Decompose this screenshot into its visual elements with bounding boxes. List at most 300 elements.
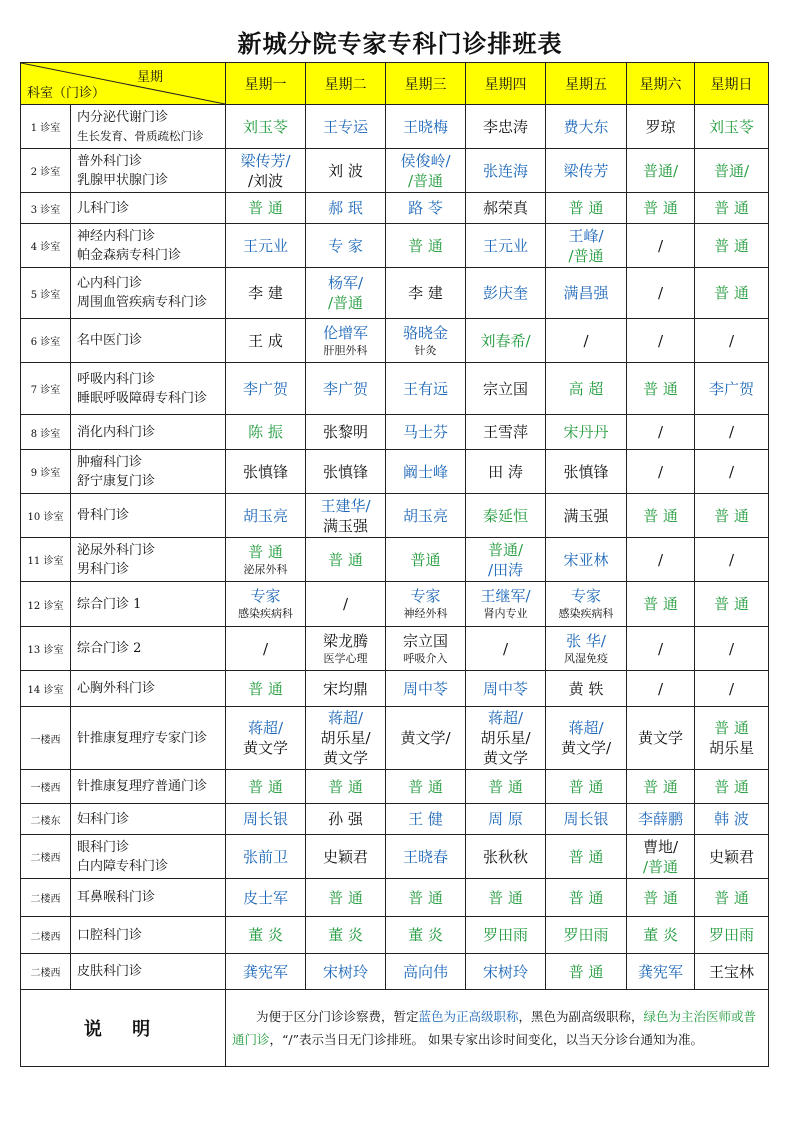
schedule-cell [386,804,466,835]
doctor-name: 普 通 [408,777,443,796]
doctor-name: / [583,331,589,350]
doctor-name: 普 通 [714,506,749,525]
doctor-name: 普 通 [643,777,678,796]
doctor-name: 周中苓 [402,679,448,698]
doctor-name: 宋树玲 [322,962,368,981]
specialty-note: 肝胆外科 [323,343,368,357]
dept-cell [71,627,226,671]
doctor-name: 李薛鹏 [637,810,683,828]
doctor-name: 普 通 [714,777,749,796]
schedule-cell [226,363,306,415]
doctor-name: 普 通 [568,888,604,907]
schedule-cell [627,917,695,954]
schedule-cell [466,917,546,954]
schedule-cell [306,582,386,627]
schedule-cell [306,707,386,770]
schedule-cell [226,193,306,224]
dept-cell [71,105,226,149]
doctor-name: 杨军/ [327,274,364,292]
schedule-cell [386,193,466,224]
doctor-name: 周中苓 [482,679,528,698]
schedule-cell [466,319,546,363]
room-cell: 二楼西 [21,954,71,990]
doctor-name: 普 通 [568,962,604,981]
doctor-name: 周长银 [563,810,609,828]
schedule-cell [226,879,306,917]
schedule-cell [306,415,386,450]
doctor-name: 史颖君 [322,847,368,866]
room-cell: 二楼东 [21,804,71,835]
dept-name: 男科门诊 [77,561,130,577]
doctor-name: 李广贺 [708,379,754,398]
dept-cell [71,804,226,835]
doctor-name: 梁龙腾 [322,631,368,650]
schedule-cell [386,627,466,671]
day-header: 星期六 [627,63,695,105]
schedule-cell [306,363,386,415]
room-cell: 13 诊室 [21,627,71,671]
doctor-name: 普 通 [714,595,749,613]
schedule-cell [466,770,546,804]
doctor-name: 王 成 [248,331,283,350]
schedule-cell [386,707,466,770]
doctor-name: 罗田雨 [563,926,609,944]
room-cell: 4 诊室 [21,224,71,268]
dept-cell [71,770,226,804]
dept-name: 针推康复理疗专家门诊 [77,730,208,746]
doctor-name: 普通/ [642,161,679,180]
schedule-cell [546,707,627,770]
doctor-name: 王元业 [482,236,528,255]
doctor-name: 董 炎 [328,926,363,944]
schedule-cell [627,105,695,149]
doctor-name: 普 通 [714,284,749,302]
schedule-cell [386,415,466,450]
header-row [21,63,769,105]
dept-name: 周围血管疾病专科门诊 [77,295,208,310]
schedule-cell [466,224,546,268]
room-cell: 二楼西 [21,879,71,917]
schedule-cell [627,804,695,835]
doctor-name: 路 苓 [408,199,443,217]
doctor-name: 宋亚林 [563,550,609,569]
dept-name: 心胸外科门诊 [77,681,156,696]
doctor-name: 普 通 [568,847,604,866]
doctor-name: / [657,331,664,350]
schedule-cell [226,582,306,627]
doctor-name: 李 建 [248,284,283,302]
doctor-name: 普 通 [714,199,749,217]
doctor-name: 刘 波 [328,161,363,180]
dept-cell [71,835,226,879]
room-cell: 3 诊室 [21,193,71,224]
doctor-name: 普 通 [643,199,678,217]
doctor-name: 普 通 [408,888,443,907]
table-row [21,770,769,804]
schedule-cell [306,835,386,879]
schedule-cell [466,879,546,917]
doctor-name: 王宝林 [708,962,754,981]
schedule-cell [386,879,466,917]
doctor-name: 胡玉亮 [242,506,288,525]
schedule-cell [695,494,769,538]
dept-name: 舒宁康复门诊 [77,473,156,489]
dept-name: 皮肤科门诊 [77,964,143,979]
doctor-name: /普通 [407,171,444,190]
specialty-note: 神经外科 [403,607,448,620]
doctor-name: 张黎明 [322,423,368,441]
schedule-cell [386,671,466,707]
table-row [21,954,769,990]
schedule-cell [627,879,695,917]
table-row [21,319,769,363]
table-row [21,879,769,917]
schedule-cell [695,105,769,149]
schedule-cell [695,224,769,268]
dept-name: 消化内科门诊 [77,424,156,440]
day-header: 星期四 [466,63,546,105]
corner-dept-label: 科室（门诊） [27,86,106,101]
doctor-name: / [502,639,509,658]
doctor-name: 曹地/ [642,837,679,856]
doctor-name: / [657,639,664,658]
doctor-name: 史颖君 [708,847,754,866]
doctor-name: 郝荣真 [482,199,528,217]
doctor-name: 普 通 [643,888,678,907]
doctor-name: / [728,550,735,569]
doctor-name: 王继军/ [480,587,531,605]
doctor-name: 宗立国 [482,379,528,398]
doctor-name: 王 健 [408,810,443,828]
dept-name: 名中医门诊 [77,333,143,348]
doctor-name: 胡玉亮 [402,506,448,525]
dept-name: 综合门诊 2 [77,641,142,656]
doctor-name: 郝 珉 [328,199,363,217]
doctor-name: 周 原 [488,810,523,828]
schedule-cell [226,450,306,494]
note-segment: 绿色为主治医师或普通门诊 [232,1009,757,1047]
room-cell: 一楼西 [21,770,71,804]
schedule-cell [466,494,546,538]
dept-name: 泌尿外科门诊 [77,542,156,558]
schedule-cell [466,954,546,990]
specialty-note: 泌尿外科 [243,562,288,576]
doctor-name: 普 通 [643,595,678,613]
doctor-name: 黄文学 [242,739,288,757]
doctor-name: 蒋超/ [247,719,284,737]
doctor-name: 董 炎 [248,926,283,944]
schedule-cell [226,105,306,149]
schedule-cell [546,954,627,990]
schedule-cell [546,450,627,494]
doctor-name: 张慎锋 [322,462,368,481]
doctor-name: 董 炎 [643,926,678,944]
schedule-cell [695,415,769,450]
schedule-cell [386,149,466,193]
schedule-cell [386,224,466,268]
dept-cell [71,671,226,707]
schedule-cell [627,954,695,990]
day-header: 星期三 [386,63,466,105]
schedule-cell [546,879,627,917]
doctor-name: 秦延恒 [482,506,528,525]
dept-name: 骨科门诊 [77,508,130,523]
dept-name: 白内障专科门诊 [77,858,169,874]
doctor-name: 黄 轶 [568,679,604,698]
note-label-cell [21,990,226,1067]
schedule-cell [627,582,695,627]
doctor-name: 黄文学 [637,729,683,747]
room-cell: 10 诊室 [21,494,71,538]
schedule-cell [306,954,386,990]
day-header: 星期五 [546,63,627,105]
room-cell: 7 诊室 [21,363,71,415]
doctor-name: / [657,462,664,481]
doctor-name: /田涛 [487,560,524,579]
dept-cell [71,494,226,538]
schedule-cell [386,319,466,363]
schedule-cell [466,627,546,671]
schedule-cell [695,671,769,707]
schedule-table [20,62,769,1067]
doctor-name: 普 通 [488,777,523,796]
table-row [21,450,769,494]
schedule-cell [627,538,695,582]
doctor-name: 普 通 [248,679,283,698]
doctor-name: 普 通 [643,379,678,398]
schedule-cell [226,268,306,319]
dept-name: 心内科门诊 [77,276,143,291]
note-row [21,990,769,1067]
schedule-cell [306,319,386,363]
room-cell: 14 诊室 [21,671,71,707]
schedule-cell [627,835,695,879]
day-header: 星期日 [695,63,769,105]
schedule-cell [695,538,769,582]
schedule-cell [546,538,627,582]
doctor-name: 普 通 [714,236,749,255]
doctor-name: 蒋超/ [327,709,364,727]
doctor-name: 普通/ [713,161,750,180]
doctor-name: 高 超 [568,379,604,398]
schedule-cell [546,193,627,224]
schedule-cell [226,954,306,990]
doctor-name: 罗琼 [645,117,676,136]
doctor-name: 董 炎 [408,926,443,944]
doctor-name: 普 通 [328,550,363,569]
schedule-cell [306,627,386,671]
doctor-name: 骆晓金 [402,323,448,342]
room-cell: 1 诊室 [21,105,71,149]
dept-cell [71,149,226,193]
note-label: 说 明 [83,1019,163,1040]
table-row [21,193,769,224]
page-title: 新城分院专家专科门诊排班表 [237,29,563,58]
room-cell: 二楼西 [21,835,71,879]
schedule-cell [546,319,627,363]
doctor-name: 黄文学/ [400,729,451,747]
room-cell: 2 诊室 [21,149,71,193]
dept-name: 综合门诊 1 [77,596,142,612]
schedule-cell [386,105,466,149]
dept-cell [71,538,226,582]
schedule-cell [627,707,695,770]
schedule-cell [546,494,627,538]
specialty-note: 风湿免疫 [564,651,608,665]
schedule-cell [386,582,466,627]
schedule-cell [466,193,546,224]
schedule-cell [306,917,386,954]
doctor-name: 刘春希/ [480,331,531,350]
doctor-name: /普通 [327,294,364,312]
doctor-name: 满玉强 [322,516,368,535]
schedule-cell [386,538,466,582]
schedule-cell [386,770,466,804]
schedule-cell [466,804,546,835]
schedule-cell [695,804,769,835]
doctor-name: 龚宪军 [242,962,288,981]
dept-cell [71,319,226,363]
doctor-name: 高向伟 [402,962,448,981]
table-row [21,494,769,538]
table-row [21,224,769,268]
dept-name: 儿科门诊 [77,200,130,216]
dept-name: 针推康复理疗普通门诊 [77,779,208,794]
dept-cell [71,707,226,770]
dept-cell [71,879,226,917]
doctor-name: 彭庆奎 [482,284,528,302]
doctor-name: 周长银 [242,810,288,828]
schedule-cell [546,627,627,671]
schedule-cell [226,224,306,268]
doctor-name: 皮士军 [242,888,288,907]
schedule-cell [695,954,769,990]
doctor-name: 孙 强 [328,810,363,828]
doctor-name: 罗田雨 [708,926,754,944]
doctor-name: 黄文学/ [560,739,612,757]
schedule-cell [306,538,386,582]
doctor-name: 普通 [410,550,441,569]
schedule-cell [695,450,769,494]
doctor-name: 宗立国 [402,631,448,650]
schedule-cell [226,671,306,707]
dept-name: 内分泌代谢门诊 [77,109,169,125]
doctor-name: 张慎锋 [242,462,288,481]
schedule-cell [226,319,306,363]
doctor-name: 陈 振 [248,423,283,441]
doctor-name: / [342,595,349,613]
table-row [21,105,769,149]
schedule-cell [466,707,546,770]
schedule-cell [695,268,769,319]
table-row [21,149,769,193]
schedule-cell [466,415,546,450]
schedule-cell [546,917,627,954]
schedule-cell [627,770,695,804]
dept-name: 普外科门诊 [77,153,143,169]
specialty-note: 感染疾病科 [558,607,614,620]
doctor-name: 专家 [410,587,441,605]
dept-cell [71,450,226,494]
doctor-name: 田 涛 [488,462,523,481]
doctor-name: / [657,423,664,441]
doctor-name: 普 通 [643,506,678,525]
doctor-name: / [728,462,735,481]
day-header: 星期二 [306,63,386,105]
schedule-cell [546,804,627,835]
doctor-name: 张连海 [482,161,528,180]
doctor-name: 王晓梅 [402,117,448,136]
dept-name: 神经内科门诊 [77,228,156,244]
dept-name: 睡眠呼吸障碍专科门诊 [77,390,208,406]
doctor-name: 宋丹丹 [563,423,609,441]
doctor-name: 王专运 [322,117,368,136]
doctor-name: /普通 [568,246,604,265]
schedule-cell [306,268,386,319]
schedule-cell [546,363,627,415]
doctor-name: 龚宪军 [637,962,683,981]
schedule-cell [466,450,546,494]
doctor-name: 普 通 [408,236,443,255]
specialty-note: 针灸 [414,343,437,357]
room-cell: 二楼西 [21,917,71,954]
schedule-cell [306,193,386,224]
doctor-name: 普 通 [328,888,363,907]
note-segment: ，“/”表示当日无门诊排班。 如果专家出诊时间变化，以当天分诊台通知为准。 [269,1032,703,1047]
schedule-cell [627,149,695,193]
doctor-name: 黄文学 [322,749,368,767]
table-row [21,804,769,835]
schedule-cell [226,835,306,879]
schedule-cell [627,193,695,224]
dept-cell [71,224,226,268]
table-row [21,415,769,450]
schedule-cell [466,538,546,582]
note-segment: 为便于区分门诊诊察费，暂定 [256,1009,419,1024]
doctor-name: / [657,284,664,302]
dept-name: 帕金森病专科门诊 [77,247,182,263]
schedule-cell [226,707,306,770]
table-row [21,917,769,954]
table-row [21,363,769,415]
doctor-name: / [657,550,664,569]
doctor-name: / [728,331,735,350]
dept-name: 眼科门诊 [77,839,130,855]
schedule-cell [546,770,627,804]
schedule-cell [546,268,627,319]
schedule-cell [466,268,546,319]
doctor-name: 张慎锋 [563,462,609,481]
dept-name: 乳腺甲状腺门诊 [77,172,169,188]
doctor-name: 王峰/ [568,226,604,245]
doctor-name: 普 通 [248,199,283,217]
dept-cell [71,415,226,450]
schedule-cell [226,770,306,804]
doctor-name: / [728,679,735,698]
schedule-cell [226,149,306,193]
schedule-cell [226,804,306,835]
schedule-cell [466,105,546,149]
schedule-cell [306,671,386,707]
schedule-cell [226,627,306,671]
doctor-name: 普通/ [487,540,524,559]
table-row [21,627,769,671]
schedule-cell [466,149,546,193]
table-row [21,582,769,627]
doctor-name: 普 通 [714,719,749,737]
schedule-cell [386,835,466,879]
doctor-name: /刘波 [247,171,284,190]
